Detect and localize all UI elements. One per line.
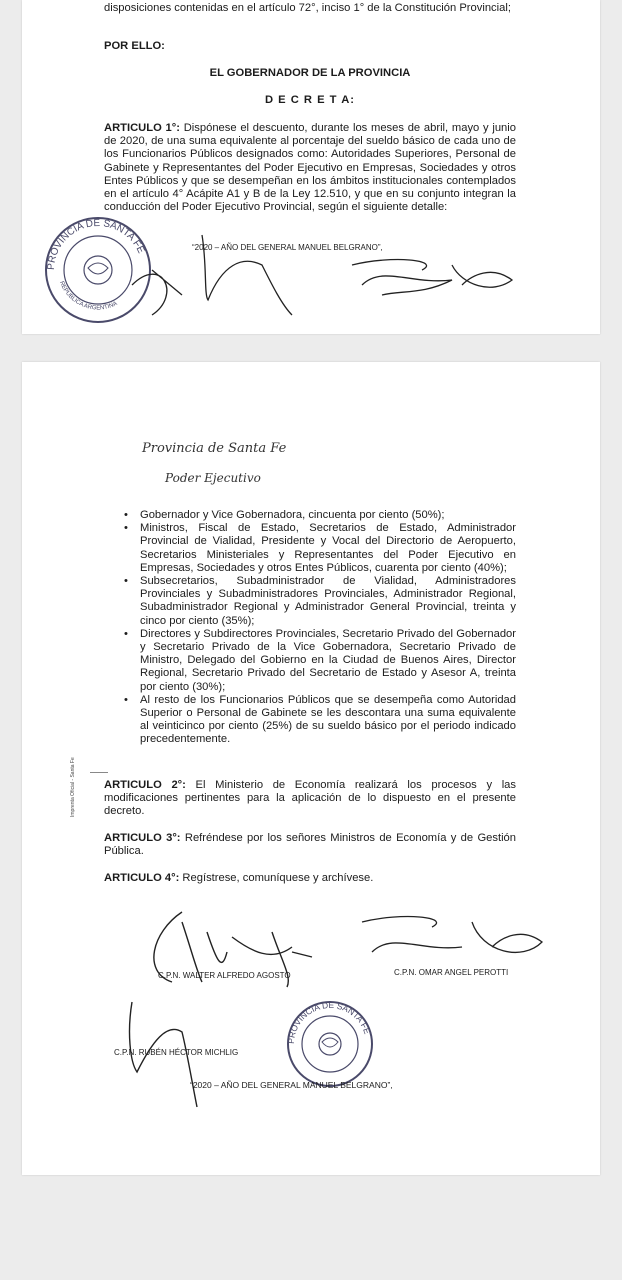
article-2-text: El Ministerio de Economía realizará los procesos y las modificaciones pertinentes para la aplicación de lo dispuesto en el presente decreto. [104,779,516,818]
signature-michlig: C.P.N. RUBÉN HÉCTOR MICHLIG [114,1048,239,1057]
list-item: • Gobernador y Vice Gobernadora, cincuenta por ciento (50%); [140,509,516,522]
list-item: • Al resto de los Funcionarios Públicos que se desempeña como Autoridad Superior o Personal de Gabinete se les descontara una suma equivalente al veinticinco por ciento (25%) de su sueldo básico por el periodo indicado precedentemente. [140,694,516,747]
por-ello-label: POR ELLO: [104,40,165,52]
percentage-list [140,509,516,747]
svg-text:REPUBLICA ARGENTINA: REPUBLICA ARGENTINA [58,280,119,312]
article-3-text: Refréndese por los señores Ministros de Economía y de Gestión Pública. [104,832,517,858]
article-4 [104,872,516,885]
decreta-heading: D E C R E T A: [264,94,356,106]
article-3-label: ARTICULO 3°: [104,832,181,844]
article-2-label: ARTICULO 2°: [104,779,186,791]
intro-paragraph: disposiciones contenidas en el artículo 72°, inciso 1° de la Constitución Provincial; [104,2,511,14]
document-page-2 [22,362,600,1175]
article-1-label: ARTICULO 1°: [104,122,180,134]
letterhead-province: Provincia de Santa Fe [142,441,287,456]
margin-rule [90,772,108,773]
article-2 [104,779,516,819]
year-motto: “2020 – AÑO DEL GENERAL MANUEL BELGRANO”, [192,243,383,252]
svg-text:PROVINCIA DE SANTA FE: PROVINCIA DE SANTA FE [285,999,373,1045]
article-1 [104,122,516,214]
list-item: • Ministros, Fiscal de Estado, Secretarios de Estado, Administrador Provincial de Vialidad, Presidente y Vocal del Directorio de Aeropuerto, Secretarios Ministeriales y Representantes del Poder Ejecutivo en Empresas, Sociedades y otros Entes Públicos, cuarenta por ciento (40%); [140,522,516,575]
governor-heading: EL GOBERNADOR DE LA PROVINCIA [209,67,411,79]
svg-text:PROVINCIA DE SANTA FE: PROVINCIA DE SANTA FE [45,217,147,271]
article-3 [104,832,516,858]
document-page-1 [22,0,600,334]
list-item: • Directores y Subdirectores Provinciales, Secretario Privado del Gobernador y Secretario Privado de la Vice Gobernadora, Secretario Privado de Ministro, Delegado del Gobierno en la Ciudad de Buenos Aires, Director Regional, Secretario Privado del Secretario de Estado y Asesor A, treinta por ciento (30%); [140,628,516,694]
article-4-text: Regístrese, comuníquese y archívese. [179,872,374,884]
signature-agosto: C.P.N. WALTER ALFREDO AGOSTO [158,971,291,980]
side-imprint: Imprenta Oficial - Santa Fe [70,757,76,817]
article-1-text: Dispónese el descuento, durante los meses de abril, mayo y junio de 2020, de una suma equivalente al porcentaje del sueldo básico de cada uno de los Funcionarios Públicos designados como: Autoridades Superiores, Personal de Gabinete y Representantes del Poder Ejecutivo en Empresas, Sociedades y otros Entes Públicos y que se desempeñan en los ámbitos institucionales contemplados en el artículo 4° Acápite A1 y B de la Ley 12.510, y que en su conjunto integran la conducción del Poder Ejecutivo Provincial, según el siguiente detalle: [104,122,516,214]
article-4-label: ARTICULO 4°: [104,872,180,884]
year-motto-2: “2020 – AÑO DEL GENERAL MANUEL BELGRANO”, [190,1080,393,1090]
list-item: • Subsecretarios, Subadministrador de Vialidad, Administradores Provinciales y Subadministradores Provinciales, Administrador Regional, Subadministrador Regional y Administrador General Provincial, treinta y cinco por ciento (35%); [140,575,516,628]
letterhead-executive: Poder Ejecutivo [165,471,261,485]
signature-scribbles [122,225,542,325]
signature-perotti: C.P.N. OMAR ANGEL PEROTTI [394,968,509,977]
